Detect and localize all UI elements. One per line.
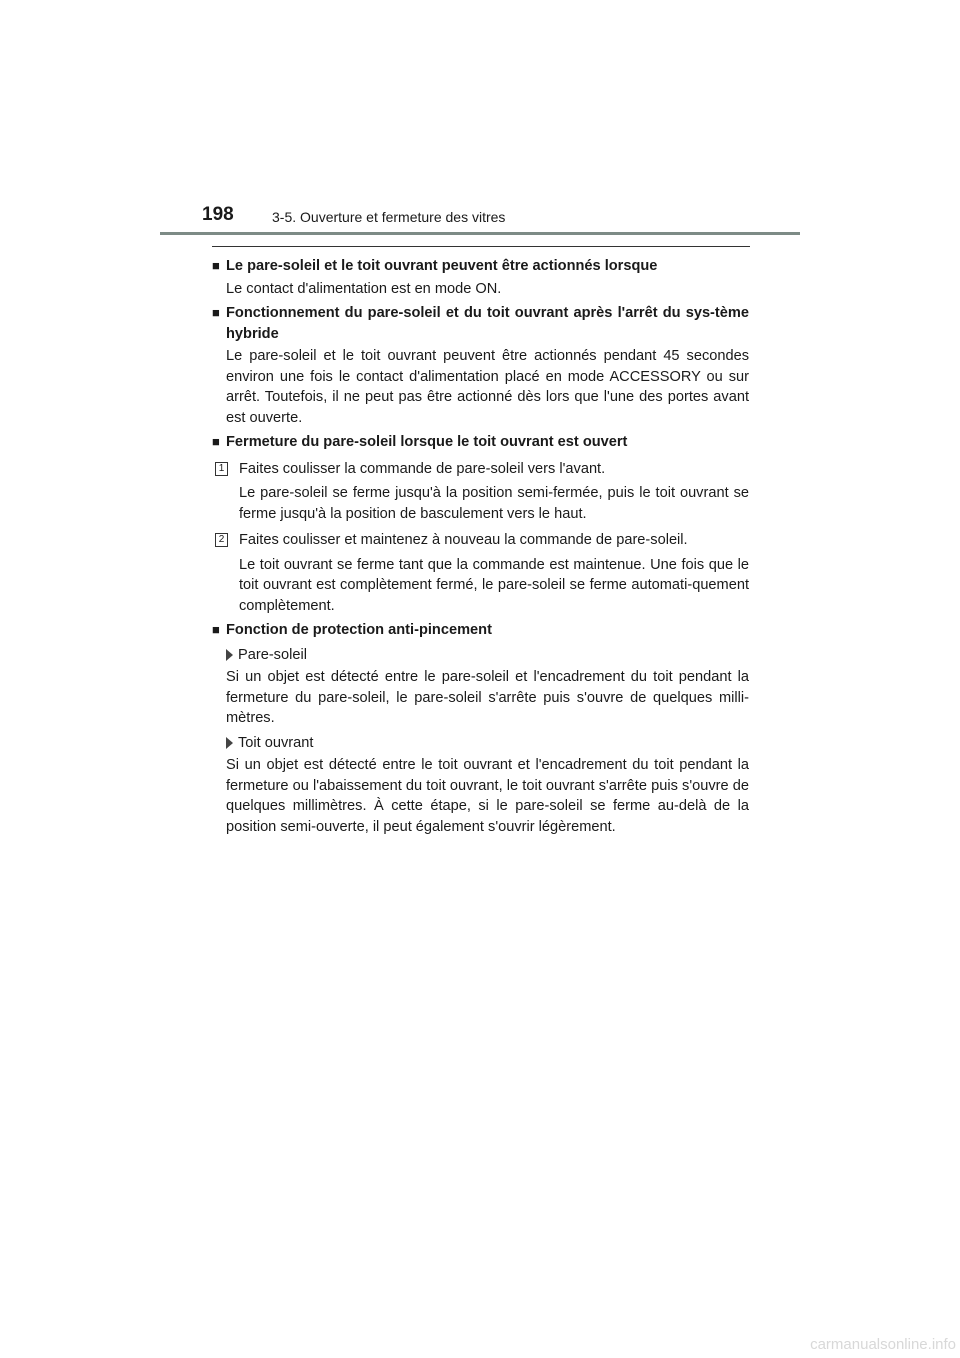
sub-item-label: Pare-soleil <box>226 645 749 666</box>
section-closing-sunshade <box>212 432 749 616</box>
step-text: Faites coulisser et maintenez à nouveau la commande de pare-soleil. <box>239 532 688 548</box>
section-heading: ■ Le pare-soleil et le toit ouvrant peuvent être actionnés lorsque <box>212 256 749 277</box>
triangle-arrow-icon <box>226 737 233 749</box>
content-top-rule <box>212 246 750 247</box>
section-anti-pinch <box>212 620 749 837</box>
header-rule <box>160 232 800 235</box>
step-text: Faites coulisser la commande de pare-soleil vers l'avant. <box>239 460 606 477</box>
step-detail: Le toit ouvrant se ferme tant que la commande est maintenue. Une fois que le toit ouvrant est complètement fermé, le pare-soleil se ferme automati-quement complètement. <box>239 556 749 614</box>
sub-item-label: Toit ouvrant <box>226 733 749 754</box>
triangle-arrow-icon <box>226 649 233 661</box>
sub-item-text: Si un objet est détecté entre le pare-soleil et l'encadrement du toit pendant la fermeture du pare-soleil, le pare-soleil s'arrête puis s'ouvre de quelques milli-mètres. <box>226 669 749 726</box>
section-operation-conditions <box>212 256 749 299</box>
square-bullet-icon: ■ <box>212 434 220 449</box>
section-heading: ■ Fermeture du pare-soleil lorsque le toit ouvrant est ouvert <box>212 432 749 453</box>
sub-item-text: Si un objet est détecté entre le toit ouvrant et l'encadrement du toit pendant la fermeture ou l'abaissement du toit ouvrant, le toit ouvrant s'arrête puis s'ouvre de quelques millimètres. À cette étape, si le pare-soleil se ferme au-delà de la position semi-ouverte, il peut également s'ouvrir légèrement. <box>226 757 749 835</box>
page-number: 198 <box>202 204 234 225</box>
page-content <box>212 256 749 841</box>
step-number-badge: 1 <box>215 462 228 476</box>
section-heading: ■ Fonction de protection anti-pincement <box>212 620 749 641</box>
square-bullet-icon: ■ <box>212 622 220 637</box>
section-body: Le contact d'alimentation est en mode ON. <box>226 280 502 297</box>
step-item <box>215 530 749 551</box>
step-number-badge: 2 <box>215 533 228 547</box>
step-item <box>215 459 749 480</box>
step-detail: Le pare-soleil se ferme jusqu'à la position semi-fermée, puis le toit ouvrant se ferme jusqu'à la position de basculement vers le haut. <box>239 485 749 522</box>
square-bullet-icon: ■ <box>212 258 220 273</box>
section-title: 3-5. Ouverture et fermeture des vitres <box>272 209 506 225</box>
section-body: Le pare-soleil et le toit ouvrant peuvent être actionnés pendant 45 secondes environ une fois le contact d'alimentation placé en mode ACCESSORY ou sur arrêt. Toutefois, il ne peut pas être actionné dès lors que l'une des portes avant est ouverte. <box>226 348 749 426</box>
section-heading: ■ Fonctionnement du pare-soleil et du toit ouvrant après l'arrêt du sys-tème hybride <box>212 303 749 344</box>
square-bullet-icon: ■ <box>212 305 220 320</box>
watermark: carmanualsonline.info <box>810 1336 956 1353</box>
page-header <box>0 0 960 240</box>
section-after-hybrid-stop <box>212 303 749 428</box>
